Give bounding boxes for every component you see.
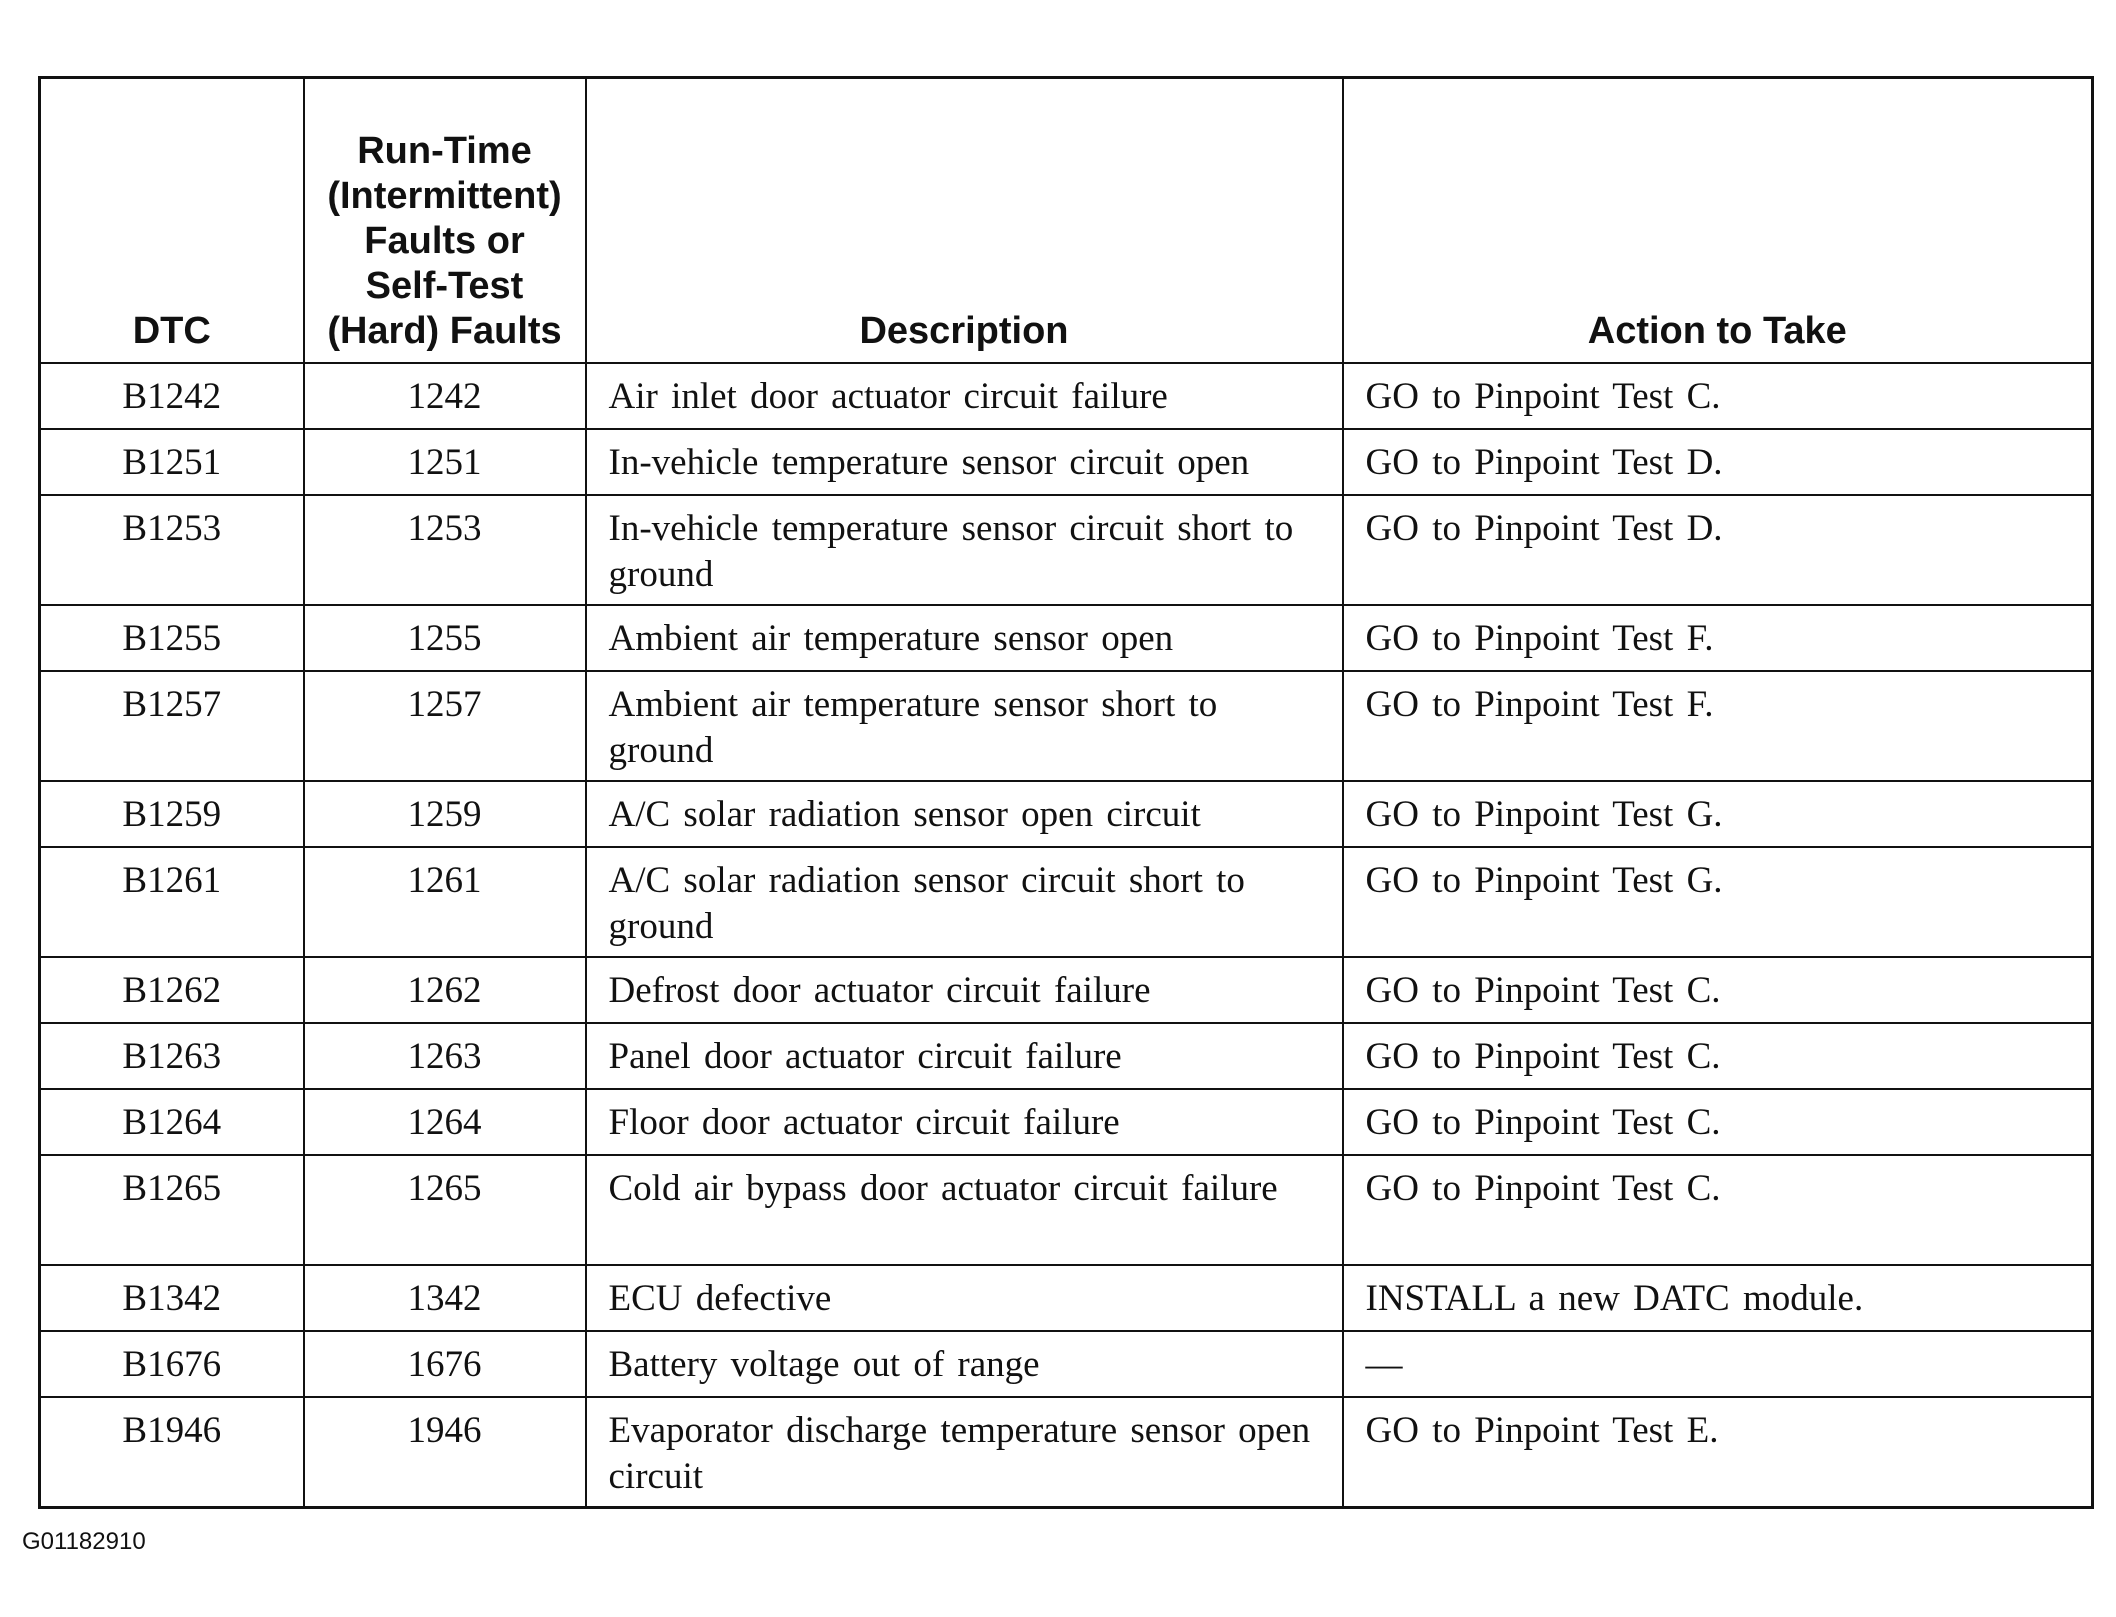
cell-dtc: B1251 xyxy=(40,429,304,495)
cell-dtc: B1262 xyxy=(40,957,304,1023)
figure-id: G01182910 xyxy=(22,1528,146,1555)
cell-description: ECU defective xyxy=(586,1265,1343,1331)
table-row xyxy=(40,495,2093,605)
table-row xyxy=(40,847,2093,957)
header-faults xyxy=(304,78,586,363)
cell-action: GO to Pinpoint Test F. xyxy=(1343,605,2093,671)
cell-description: Battery voltage out of range xyxy=(586,1331,1343,1397)
cell-description: Ambient air temperature sensor short to ground xyxy=(586,671,1343,781)
cell-code: 1257 xyxy=(304,671,586,781)
cell-action: GO to Pinpoint Test G. xyxy=(1343,847,2093,957)
cell-description: A/C solar radiation sensor open circuit xyxy=(586,781,1343,847)
table-row xyxy=(40,605,2093,671)
table-row xyxy=(40,363,2093,429)
cell-action: INSTALL a new DATC module. xyxy=(1343,1265,2093,1331)
cell-code: 1255 xyxy=(304,605,586,671)
table-header xyxy=(40,78,2093,363)
table-row xyxy=(40,781,2093,847)
table-row xyxy=(40,1023,2093,1089)
cell-dtc: B1261 xyxy=(40,847,304,957)
cell-action: GO to Pinpoint Test C. xyxy=(1343,1089,2093,1155)
cell-code: 1946 xyxy=(304,1397,586,1508)
cell-dtc: B1946 xyxy=(40,1397,304,1508)
cell-action: — xyxy=(1343,1331,2093,1397)
cell-description: Evaporator discharge temperature sensor open circuit xyxy=(586,1397,1343,1508)
cell-code: 1242 xyxy=(304,363,586,429)
cell-code: 1259 xyxy=(304,781,586,847)
cell-code: 1261 xyxy=(304,847,586,957)
cell-description: Ambient air temperature sensor open xyxy=(586,605,1343,671)
cell-description: A/C solar radiation sensor circuit short to ground xyxy=(586,847,1343,957)
cell-action: GO to Pinpoint Test D. xyxy=(1343,429,2093,495)
cell-dtc: B1253 xyxy=(40,495,304,605)
cell-dtc: B1265 xyxy=(40,1155,304,1265)
cell-code: 1342 xyxy=(304,1265,586,1331)
cell-description: Cold air bypass door actuator circuit failure xyxy=(586,1155,1343,1265)
table-row xyxy=(40,957,2093,1023)
cell-code: 1265 xyxy=(304,1155,586,1265)
cell-dtc: B1342 xyxy=(40,1265,304,1331)
header-row xyxy=(40,78,2093,363)
table-row xyxy=(40,1155,2093,1265)
table-row xyxy=(40,1265,2093,1331)
cell-code: 1253 xyxy=(304,495,586,605)
cell-dtc: B1257 xyxy=(40,671,304,781)
cell-action: GO to Pinpoint Test D. xyxy=(1343,495,2093,605)
cell-dtc: B1676 xyxy=(40,1331,304,1397)
header-dtc: DTC xyxy=(40,78,304,363)
header-faults-text: Run-Time (Intermittent) Faults or Self-Test (Hard) Faults xyxy=(327,129,562,352)
table-row xyxy=(40,1397,2093,1508)
cell-code: 1263 xyxy=(304,1023,586,1089)
cell-action: GO to Pinpoint Test G. xyxy=(1343,781,2093,847)
cell-description: In-vehicle temperature sensor circuit short to ground xyxy=(586,495,1343,605)
cell-dtc: B1242 xyxy=(40,363,304,429)
header-description: Description xyxy=(586,78,1343,363)
header-action: Action to Take xyxy=(1343,78,2093,363)
cell-dtc: B1255 xyxy=(40,605,304,671)
cell-code: 1251 xyxy=(304,429,586,495)
cell-description: Defrost door actuator circuit failure xyxy=(586,957,1343,1023)
cell-action: GO to Pinpoint Test E. xyxy=(1343,1397,2093,1508)
cell-description: In-vehicle temperature sensor circuit open xyxy=(586,429,1343,495)
cell-action: GO to Pinpoint Test F. xyxy=(1343,671,2093,781)
dtc-table xyxy=(38,76,2094,1509)
table-row xyxy=(40,1331,2093,1397)
cell-dtc: B1259 xyxy=(40,781,304,847)
cell-description: Panel door actuator circuit failure xyxy=(586,1023,1343,1089)
cell-code: 1262 xyxy=(304,957,586,1023)
table-row xyxy=(40,1089,2093,1155)
cell-action: GO to Pinpoint Test C. xyxy=(1343,363,2093,429)
table-body xyxy=(40,363,2093,1508)
cell-dtc: B1263 xyxy=(40,1023,304,1089)
table-row xyxy=(40,671,2093,781)
cell-action: GO to Pinpoint Test C. xyxy=(1343,1023,2093,1089)
cell-description: Floor door actuator circuit failure xyxy=(586,1089,1343,1155)
cell-action: GO to Pinpoint Test C. xyxy=(1343,957,2093,1023)
cell-description: Air inlet door actuator circuit failure xyxy=(586,363,1343,429)
cell-action: GO to Pinpoint Test C. xyxy=(1343,1155,2093,1265)
table-row xyxy=(40,429,2093,495)
cell-code: 1264 xyxy=(304,1089,586,1155)
cell-dtc: B1264 xyxy=(40,1089,304,1155)
cell-code: 1676 xyxy=(304,1331,586,1397)
